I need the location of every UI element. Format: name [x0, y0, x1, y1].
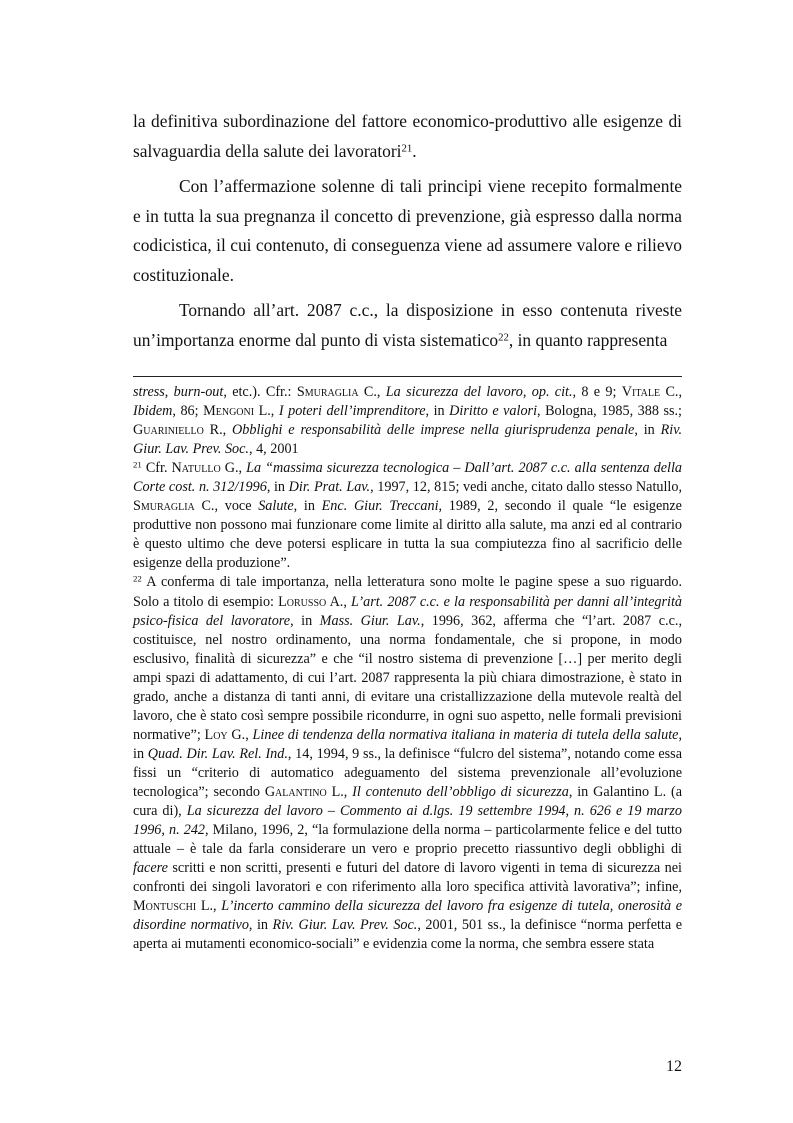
- footnote-ref-22: 22: [498, 331, 509, 344]
- footnote-number-22: 22: [133, 574, 142, 585]
- footnote-ref-21: 21: [401, 142, 413, 155]
- body-paragraph-3: Tornando all’art. 2087 c.c., la disposizione in esso contenuta riveste un’importanza enorme dal punto di vista sistematico$^{22}$, in quanto rappresenta: [133, 300, 682, 350]
- footnote-continuation: stress, burn-out, etc.). Cfr.: Smuraglia C., La sicurezza del lavoro, op. cit., 8 e 9; Vitale C., Ibidem, 86; Mengoni L., I poteri dell’imprenditore, in Diritto e valori, Bologna, 1985, 388 ss.; Guariniello R., Obblighi e responsabilità delle imprese nella giurisprudenza penale, in Riv. Giur. Lav. Prev. Soc., 4, 2001: [133, 384, 683, 458]
- main-text: [133, 107, 682, 355]
- body-paragraph-1: la definitiva subordinazione del fattore economico-produttivo alle esigenze di salvaguardia della salute dei lavoratori$^{21}$.: [133, 111, 682, 161]
- footnote-22: $^{22}$ A conferma di tale importanza, nella letteratura sono molte le pagine spese a suo riguardo. Solo a titolo di esempio: Lorusso A., L’art. 2087 c.c. e la responsabilità per danni all’integrità psico-fisica del lavoratore, in Mass. Giur. Lav., 1996, 362, afferma che “l’art. 2087 c.c., costituisce, nel nostro ordinamento, una norma fondamentale, che si propone, in modo esclusivo, finalità di sicurezza” e che “il nostro sistema di prevenzione […] per merito degli ampi spazi di adattamento, di cui l’art. 2087 rappresenta la più chiara dimostrazione, è stato in grado, anche a distanza di tanti anni, di evitare una cristallizzazione della mutevole realtà del lavoro, che è stato così sempre possibile ricondurre, in ogni suo aspetto, nelle formali previsioni normative”; Loy G., Linee di tendenza della normativa italiana in materia di tutela della salute, in Quad. Dir. Lav. Rel. Ind., 14, 1994, 9 ss., la definisce “fulcro del sistema”, notando come essa fissi un “criterio di automatico adeguamento del sistema prevenzionale all’evoluzione tecnologica”; secondo Galantino L., Il contenuto dell’obbligo di sicurezza, in Galantino L. (a cura di), La sicurezza del lavoro – Commento ai d.lgs. 19 settembre 1994, n. 626 e 19 marzo 1996, n. 242, Milano, 1996, 2, “la formulazione della norma – particolarmente felice e del tutto attuale – è tale da farla considerare un vero e proprio precetto riassuntivo degli obblighi di facere scritti e non scritti, presenti e futuri del datore di lavoro vigenti in tema di sicurezza nei confronti dei singoli lavoratori e con riferimento alla loro specifica attività lavorativa”; infine, Montuschi L., L’incerto cammino della sicurezza del lavoro fra esigenze di tutela, onerosità e disordine normativo, in Riv. Giur. Lav. Prev. Soc., 2001, 501 ss., la definisce “norma perfetta e aperta ai mutamenti economico-sociali” e evidenzia come la norma, che sembra essere stata: [133, 574, 683, 953]
- footnote-number-21: 21: [133, 459, 142, 470]
- footnotes: [133, 383, 682, 954]
- page-number: 12: [666, 1058, 682, 1075]
- footnote-21: $^{21}$ Cfr. Natullo G., La “massima sicurezza tecnologica – Dall’art. 2087 c.c. alla sentenza della Corte cost. n. 312/1996, in Dir. Prat. Lav., 1997, 12, 815; vedi anche, citato dallo stesso Natullo, Smuraglia C., voce Salute, in Enc. Giur. Treccani, 1989, 2, secondo il quale “le esigenze produttive non possono mai funzionare come limite al diritto alla salute, ma anzi ed al contrario è questo ultimo che deve potersi esplicare in tutta la sua compiutezza fino al sacrificio delle esigenze della produzione”.: [133, 459, 683, 572]
- body-paragraph-2: Con l’affermazione solenne di tali principi viene recepito formalmente e in tutta la sua pregnanza il concetto di prevenzione, già espresso dalla norma codicistica, il cui contenuto, di conseguenza viene ad assumere valore e rilievo costituzionale.: [133, 176, 682, 285]
- footnote-separator: [133, 376, 682, 377]
